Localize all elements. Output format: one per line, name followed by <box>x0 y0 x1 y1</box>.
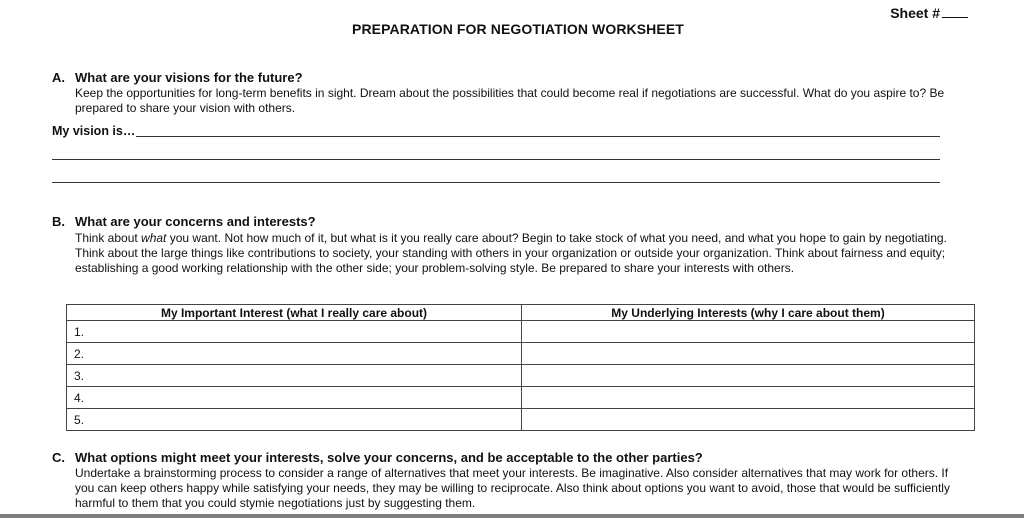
table-row <box>67 365 975 387</box>
table-row <box>67 409 975 431</box>
table-row <box>67 343 975 365</box>
table-row <box>67 321 975 343</box>
section-c-title: What options might meet your interests, solve your concerns, and be acceptable to the other parties? <box>75 450 703 465</box>
section-b-letter: B. <box>52 214 65 229</box>
sheet-number-label <box>890 4 968 21</box>
vision-line-3[interactable] <box>52 182 940 183</box>
row-4-important-interest-cell[interactable]: 4. <box>67 387 522 409</box>
row-4-underlying-interest-cell[interactable] <box>522 387 975 409</box>
section-b-heading <box>52 214 316 229</box>
important-interest-header: My Important Interest (what I really care about) <box>67 305 522 321</box>
section-a-title: What are your visions for the future? <box>75 70 303 85</box>
row-1-underlying-interest-cell[interactable] <box>522 321 975 343</box>
row-2-underlying-interest-cell[interactable] <box>522 343 975 365</box>
row-1-important-interest-cell[interactable]: 1. <box>67 321 522 343</box>
section-c-heading <box>52 450 703 465</box>
sheet-number-blank[interactable] <box>942 4 968 18</box>
row-2-important-interest-cell[interactable]: 2. <box>67 343 522 365</box>
page-title: PREPARATION FOR NEGOTIATION WORKSHEET <box>352 21 684 37</box>
section-b-body-prefix: Think about <box>75 231 142 245</box>
table-header-row <box>67 305 975 321</box>
section-c-letter: C. <box>52 450 65 465</box>
sheet-label-text: Sheet # <box>890 5 940 21</box>
vision-label: My vision is… <box>52 124 136 138</box>
row-3-underlying-interest-cell[interactable] <box>522 365 975 387</box>
row-5-important-interest-cell[interactable]: 5. <box>67 409 522 431</box>
underlying-interests-header: My Underlying Interests (why I care about them) <box>522 305 975 321</box>
vision-line-2[interactable] <box>52 159 940 160</box>
interests-table <box>66 304 975 431</box>
section-b-body-emphasis: what <box>141 231 167 245</box>
section-b-body-rest: you want. Not how much of it, but what is it you really care about? Begin to take stock of what you need, and what you hope to gain by negotiating. Think about the large things like contributions to society, your standing with others in your organization or outside your organization. Think about fairness and equity; establishing a good working relationship with the other side; your problem-solving style. Be prepared to share your interests with others. <box>75 231 947 275</box>
row-5-underlying-interest-cell[interactable] <box>522 409 975 431</box>
section-c-instructions: Undertake a brainstorming process to consider a range of alternatives that meet your interests. Be imaginative. Also consider alternatives that may work for others. If you can keep others happy while satisfying your needs, they may be willing to reciprocate. Also think about options you want to avoid, those that would be sufficiently harmful to them that you could stymie negotiations just by suggesting them. <box>75 466 950 510</box>
section-a-instructions: Keep the opportunities for long-term benefits in sight. Dream about the possibilities that could become real if negotiations are successful. What do you aspire to? Be prepared to share your vision with others. <box>75 86 945 115</box>
row-3-important-interest-cell[interactable]: 3. <box>67 365 522 387</box>
section-a-heading <box>52 70 303 85</box>
section-b-title: What are your concerns and interests? <box>75 214 316 229</box>
table-row <box>67 387 975 409</box>
vision-line-1[interactable] <box>136 136 940 137</box>
page-bottom-edge <box>0 514 1024 518</box>
section-a-letter: A. <box>52 70 65 85</box>
section-b-instructions <box>75 231 975 276</box>
